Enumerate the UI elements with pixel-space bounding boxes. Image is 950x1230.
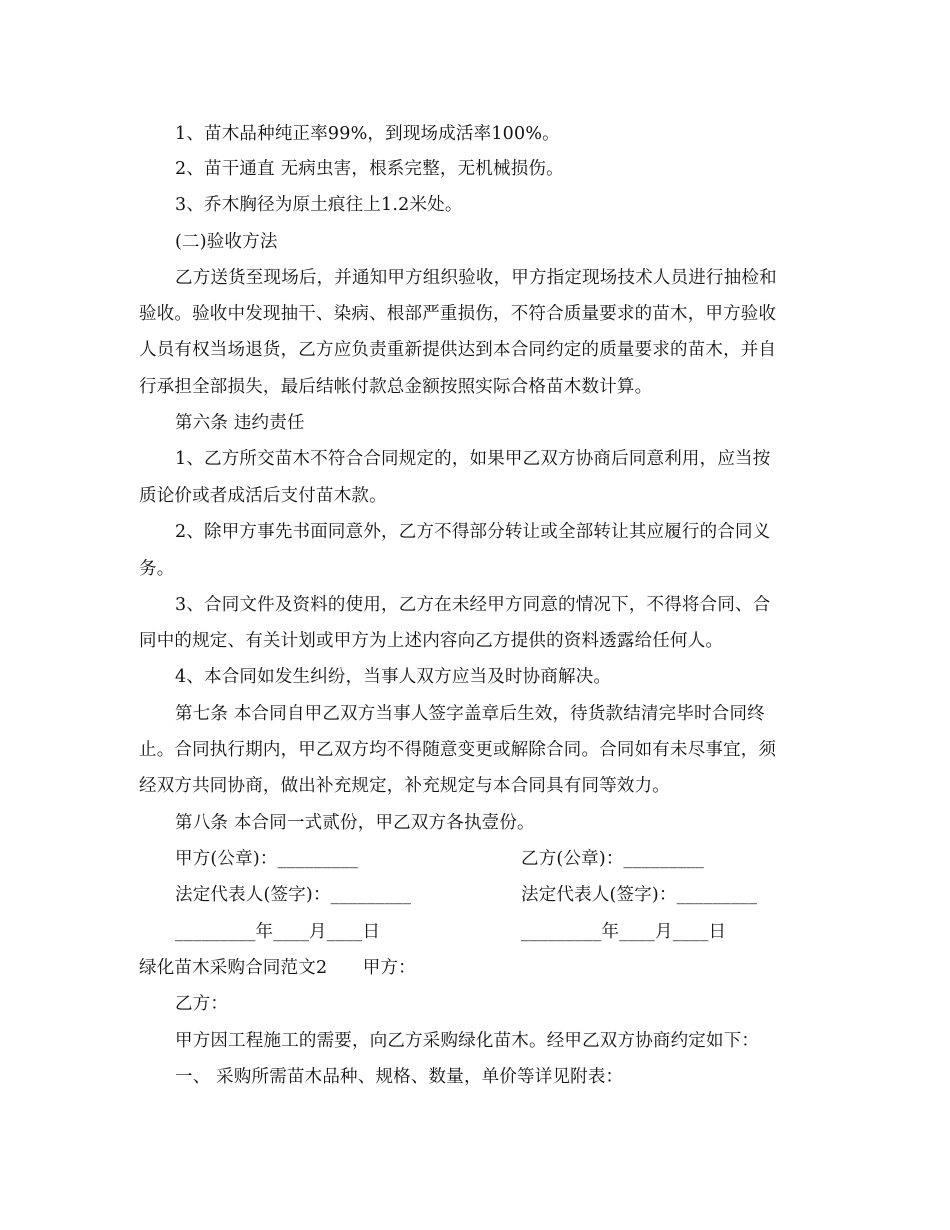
clause-line: 2、苗干通直 无病虫害，根系完整，无机械损伤。 <box>175 159 564 179</box>
paragraph-line: 一、 采购所需苗木品种、规格、数量，单价等详见附表： <box>175 1067 624 1087</box>
party-a-representative: 法定代表人(签字)：_________ <box>175 885 412 905</box>
paragraph-line: 同中的规定、有关计划或甲方为上述内容向乙方提供的资料透露给任何人。 <box>139 631 724 651</box>
paragraph-line: 1、乙方所交苗木不符合合同规定的，如果甲乙双方协商后同意利用，应当按 <box>175 449 771 469</box>
party-b-line: 乙方： <box>175 994 229 1014</box>
paragraph-line: 务。 <box>139 559 175 579</box>
paragraph-line: 4、本合同如发生纠纷，当事人双方应当及时协商解决。 <box>175 667 612 687</box>
sample-title: 绿化苗木采购合同范文2 甲方： <box>139 958 416 978</box>
article-heading: 第八条 本合同一式贰份，甲乙双方各执壹份。 <box>175 813 535 833</box>
paragraph-line: 人员有权当场退货，乙方应负责重新提供达到本合同约定的质量要求的苗木，并自 <box>139 340 777 360</box>
clause-line: 1、苗木品种纯正率99%，到现场成活率100%。 <box>175 124 560 144</box>
paragraph-line: 验收。验收中发现抽干、染病、根部严重损伤，不符合质量要求的苗木，甲方验收 <box>139 304 777 324</box>
paragraph-line: 第七条 本合同自甲乙双方当事人签字盖章后生效，待货款结清完毕时合同终 <box>175 704 765 724</box>
paragraph-line: 甲方因工程施工的需要，向乙方采购绿化苗木。经甲乙双方协商约定如下： <box>175 1031 760 1051</box>
clause-line: 3、乔木胸径为原土痕往上1.2米处。 <box>175 195 463 215</box>
paragraph-line: 止。合同执行期内，甲乙双方均不得随意变更或解除合同。合同如有未尽事宜，须 <box>139 740 777 760</box>
party-a-seal: 甲方(公章)：_________ <box>175 849 359 869</box>
paragraph-line: 2、除甲方事先书面同意外，乙方不得部分转让或全部转让其应履行的合同义 <box>175 522 771 542</box>
paragraph-line: 行承担全部损失，最后结帐付款总金额按照实际合格苗木数计算。 <box>139 377 653 397</box>
party-b-date: _________年____月____日 <box>521 922 727 942</box>
party-a-date: _________年____月____日 <box>175 922 381 942</box>
paragraph-line: 质论价或者成活后支付苗木款。 <box>139 486 387 506</box>
article-heading: 第六条 违约责任 <box>175 413 305 433</box>
party-b-seal: 乙方(公章)：_________ <box>521 849 705 869</box>
party-b-representative: 法定代表人(签字)：_________ <box>521 885 758 905</box>
paragraph-line: 3、合同文件及资料的使用，乙方在未经甲方同意的情况下，不得将合同、合 <box>175 595 771 615</box>
paragraph-line: 乙方送货至现场后，并通知甲方组织验收，甲方指定现场技术人员进行抽检和 <box>175 268 777 288</box>
section-heading: (二)验收方法 <box>175 232 278 252</box>
paragraph-line: 经双方共同协商，做出补充规定，补充规定与本合同具有同等效力。 <box>139 776 670 796</box>
